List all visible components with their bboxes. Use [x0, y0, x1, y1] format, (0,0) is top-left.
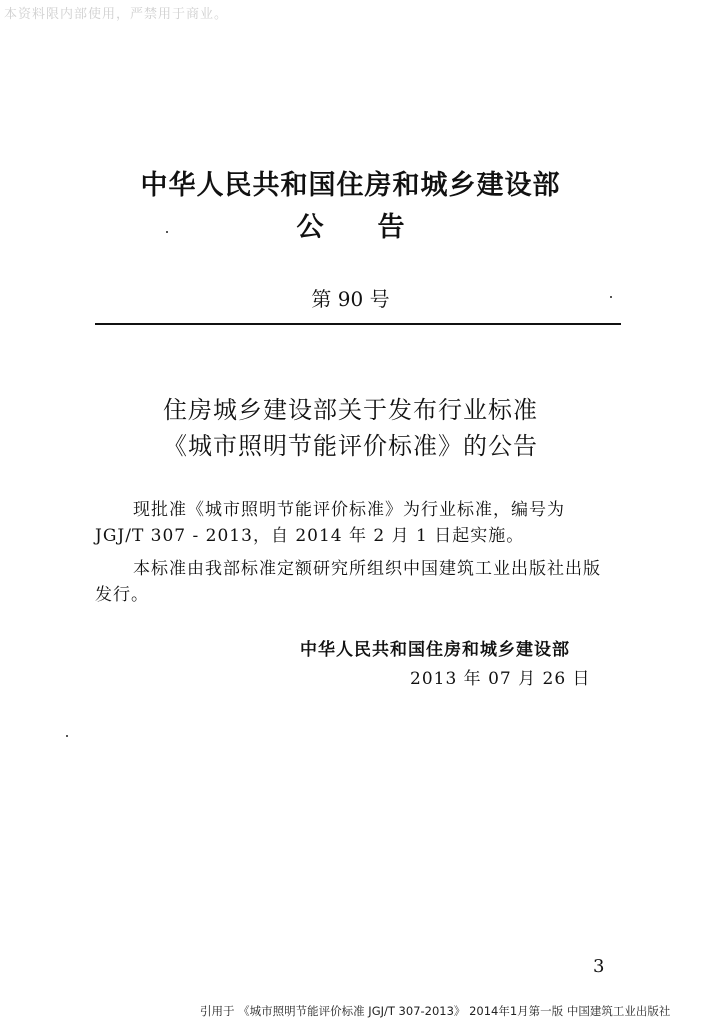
ministry-title: 中华人民共和国住房和城乡建设部	[140, 170, 561, 201]
body-line-2: JGJ/T 307 - 2013，自 2014 年 2 月 1 日起实施。	[95, 526, 525, 546]
issuer-signature: 中华人民共和国住房和城乡建设部	[300, 640, 570, 660]
page-number: 3	[593, 956, 605, 977]
document-title-line-2: 《城市照明节能评价标准》的公告	[163, 432, 538, 460]
scan-speck	[66, 735, 68, 737]
scan-speck	[166, 231, 168, 233]
notice-heading: 公告	[296, 212, 459, 243]
notice-number: 第 90 号	[311, 287, 390, 311]
body-line-4: 发行。	[95, 585, 149, 605]
scan-speck	[610, 296, 612, 298]
issue-date: 2013 年 07 月 26 日	[410, 669, 591, 689]
body-line-3: 本标准由我部标准定额研究所组织中国建筑工业出版社出版	[133, 559, 601, 579]
body-line-1: 现批准《城市照明节能评价标准》为行业标准，编号为	[133, 500, 565, 520]
document-title-line-1: 住房城乡建设部关于发布行业标准	[163, 396, 538, 424]
watermark: 本资料限内部使用，严禁用于商业。	[4, 7, 229, 22]
header-divider	[95, 323, 621, 325]
citation-footer: 引用于 《城市照明节能评价标准 JGJ/T 307-2013》 2014年1月第一版 中国建筑工业出版社	[200, 1004, 671, 1018]
